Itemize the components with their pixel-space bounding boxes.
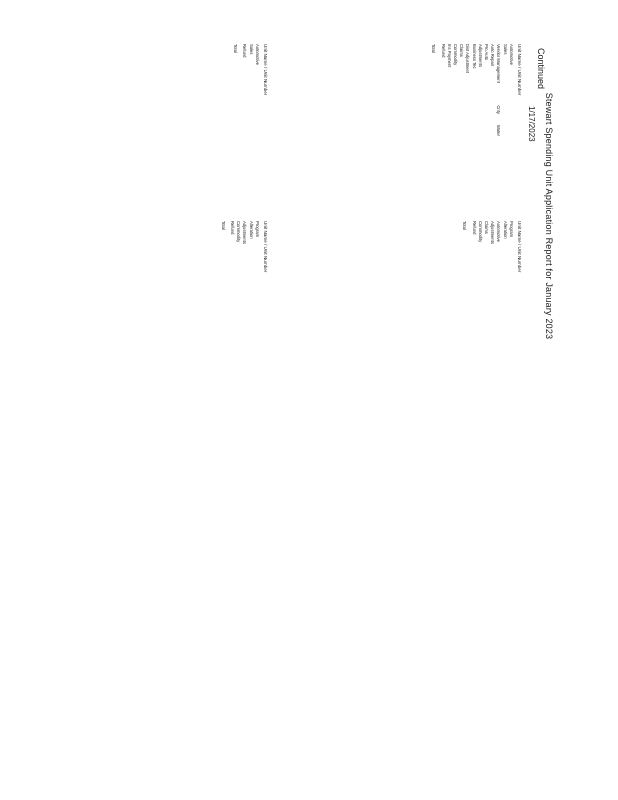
- row-cell: [508, 343, 514, 373]
- row-cell: [489, 114, 495, 136]
- row-cell: [247, 265, 253, 291]
- table-row: [470, 44, 476, 219]
- row-cell: [489, 88, 495, 114]
- row-cell: [483, 196, 489, 219]
- row-cell: [470, 373, 476, 396]
- row-cell: Cnty: [496, 105, 502, 114]
- row-cell: [477, 166, 483, 196]
- row-cell: [241, 196, 247, 219]
- report-title: Stewart Spending Unit Application Report for January 2023: [544, 92, 554, 340]
- row-cell: [489, 136, 495, 166]
- table-row: [508, 221, 514, 396]
- row-label: Program: [254, 221, 260, 238]
- row-cell: [229, 373, 235, 396]
- table-row: [501, 221, 507, 396]
- row-cell: [495, 373, 501, 396]
- table-row: [489, 221, 495, 396]
- row-cell: [241, 313, 247, 343]
- row-cell: [483, 88, 489, 114]
- block-total-label: Total: [233, 44, 239, 53]
- row-cell: [489, 166, 495, 196]
- row-cell: [483, 291, 489, 313]
- row-label: Commodity: [236, 221, 242, 243]
- row-cell: [446, 114, 452, 136]
- row-cell: [495, 291, 501, 313]
- row-label: Pro Auto: [483, 44, 489, 61]
- row-cell: [495, 265, 501, 291]
- row-cell: [458, 196, 464, 219]
- table-row: [495, 221, 501, 396]
- row-cell: [254, 114, 260, 136]
- row-cell: [458, 136, 464, 166]
- row-label: Automotive: [496, 221, 502, 242]
- row-cell: [241, 265, 247, 291]
- row-label: Refund: [229, 221, 235, 235]
- table-row: [501, 44, 507, 219]
- table-row: [254, 221, 260, 396]
- row-cell: [477, 373, 483, 396]
- row-cell: [235, 343, 241, 373]
- row-cell: [464, 88, 470, 114]
- row-label: Alteration: [248, 221, 254, 239]
- row-label: Adjustments: [490, 221, 496, 245]
- row-cell: [483, 313, 489, 343]
- row-cell: [247, 373, 253, 396]
- row-cell: [483, 114, 489, 136]
- row-cell: [508, 196, 514, 219]
- row-cell: [477, 88, 483, 114]
- row-label: Refund: [471, 221, 477, 235]
- row-label: Alteration: [502, 221, 508, 239]
- row-label: Dist Adjustment: [465, 44, 471, 74]
- row-cell: [247, 136, 253, 166]
- row-cell: [501, 343, 507, 373]
- block-heading: Unit Name / Unit Number: [517, 44, 522, 96]
- row-cell: [241, 114, 247, 136]
- row-cell: [254, 343, 260, 373]
- row-label: Claims: [483, 221, 489, 234]
- row-cell: [241, 373, 247, 396]
- row-label: Auto Repair: [490, 44, 496, 67]
- report-subtitle: Continued: [536, 48, 546, 90]
- report-date: 1/17/2023: [527, 106, 536, 142]
- table-row: [483, 44, 489, 219]
- row-cell: [229, 313, 235, 343]
- row-cell: [235, 291, 241, 313]
- row-label: Business Tec: [471, 44, 477, 69]
- row-cell: [241, 166, 247, 196]
- row-cell: [247, 166, 253, 196]
- row-cell: [254, 265, 260, 291]
- row-cell: [241, 343, 247, 373]
- row-cell: [235, 265, 241, 291]
- row-label: Claims: [459, 44, 465, 57]
- row-cell: [470, 88, 476, 114]
- row-cell: [446, 196, 452, 219]
- row-cell: [508, 136, 514, 166]
- block-heading: Unit Name / Unit Number: [263, 221, 268, 273]
- table-row: [241, 44, 247, 219]
- row-label: Adjustments: [477, 44, 483, 68]
- row-cell: [452, 114, 458, 136]
- block-total-label: Total: [431, 44, 437, 53]
- row-cell: [489, 265, 495, 291]
- table-row: [464, 44, 470, 219]
- row-cell: [439, 196, 445, 219]
- row-cell: [229, 343, 235, 373]
- row-cell: [477, 196, 483, 219]
- row-cell: [495, 313, 501, 343]
- table-row: [477, 44, 483, 219]
- row-cell: [477, 136, 483, 166]
- row-cell: [470, 313, 476, 343]
- row-cell: [452, 166, 458, 196]
- row-cell: [229, 291, 235, 313]
- row-label: Program: [508, 221, 514, 238]
- row-cell: [247, 313, 253, 343]
- row-cell: [489, 196, 495, 219]
- row-label: Ins Payment: [446, 44, 452, 68]
- row-cell: [483, 373, 489, 396]
- rotated-report-content: [28, 36, 558, 396]
- row-cell: [464, 136, 470, 166]
- row-cell: [508, 88, 514, 114]
- row-cell: [247, 114, 253, 136]
- row-cell: [464, 166, 470, 196]
- row-cell: [458, 114, 464, 136]
- row-cell: [489, 291, 495, 313]
- block-total-label: Total: [462, 221, 468, 230]
- row-cell: [470, 265, 476, 291]
- row-cell: [235, 373, 241, 396]
- row-cell: [477, 313, 483, 343]
- row-cell: [470, 291, 476, 313]
- row-cell: [501, 88, 507, 114]
- table-row: [241, 221, 247, 396]
- table-row: [458, 44, 464, 219]
- row-cell: [254, 88, 260, 114]
- row-cell: [501, 166, 507, 196]
- row-cell: [501, 291, 507, 313]
- row-cell: [247, 343, 253, 373]
- row-cell: [483, 343, 489, 373]
- table-row: [247, 44, 253, 219]
- row-cell: [247, 196, 253, 219]
- table-row: [483, 221, 489, 396]
- row-cell: [452, 196, 458, 219]
- row-cell: [241, 88, 247, 114]
- row-cell: [458, 166, 464, 196]
- row-cell: [458, 88, 464, 114]
- row-cell: [508, 114, 514, 136]
- block-total-label: Total: [220, 221, 226, 230]
- row-cell: [446, 166, 452, 196]
- row-cell: [235, 313, 241, 343]
- block-heading: Unit Name / Unit Number: [517, 221, 522, 273]
- row-cell: [508, 166, 514, 196]
- report-block: [461, 221, 522, 396]
- row-cell: [501, 136, 507, 166]
- row-cell: [254, 373, 260, 396]
- row-cell: [495, 166, 501, 196]
- row-label: Sales: [502, 44, 508, 55]
- table-row: [508, 44, 514, 219]
- row-cell: [241, 136, 247, 166]
- row-cell: [477, 291, 483, 313]
- row-cell: [452, 136, 458, 166]
- row-cell: [489, 373, 495, 396]
- row-label: Refund: [242, 44, 248, 58]
- row-cell: [508, 265, 514, 291]
- table-row: [452, 44, 458, 219]
- row-cell: [247, 88, 253, 114]
- row-cell: [229, 265, 235, 291]
- row-cell: [254, 136, 260, 166]
- row-cell: [501, 373, 507, 396]
- row-cell: [470, 196, 476, 219]
- row-cell: [483, 265, 489, 291]
- row-label: Adjustments: [242, 221, 248, 245]
- row-cell: [439, 166, 445, 196]
- row-cell: [501, 313, 507, 343]
- row-cell: [452, 88, 458, 114]
- row-cell: [247, 291, 253, 313]
- report-block: [430, 44, 522, 219]
- row-cell: [439, 114, 445, 136]
- row-cell: [241, 291, 247, 313]
- row-cell: [439, 88, 445, 114]
- row-cell: [254, 313, 260, 343]
- row-label: Commodity: [452, 44, 458, 66]
- row-label: Vendor Management: [496, 44, 502, 83]
- table-row: [495, 44, 501, 219]
- table-row: [477, 221, 483, 396]
- row-cell: [501, 265, 507, 291]
- row-cell: [470, 343, 476, 373]
- row-label: Refund: [440, 44, 446, 58]
- table-row: [489, 44, 495, 219]
- row-cell: [477, 343, 483, 373]
- row-cell: [489, 313, 495, 343]
- row-cell: [483, 136, 489, 166]
- block-heading: Unit Name / Unit Number: [263, 44, 268, 96]
- row-cell: [446, 136, 452, 166]
- row-cell: [254, 196, 260, 219]
- row-cell: [483, 166, 489, 196]
- row-cell: [446, 88, 452, 114]
- row-cell: [254, 166, 260, 196]
- row-cell: [470, 114, 476, 136]
- report-block: [232, 44, 268, 219]
- table-row: [439, 44, 445, 219]
- row-cell: [439, 136, 445, 166]
- row-label: Commodity: [477, 221, 483, 243]
- row-cell: [508, 291, 514, 313]
- row-label: Automotive: [508, 44, 514, 65]
- row-cell: [470, 136, 476, 166]
- report-block: [220, 221, 268, 396]
- table-row: [229, 221, 235, 396]
- table-row: [247, 221, 253, 396]
- row-cell: [508, 313, 514, 343]
- row-cell: [501, 114, 507, 136]
- table-row: [254, 44, 260, 219]
- row-cell: [495, 196, 501, 219]
- row-label: Sales: [248, 44, 254, 55]
- report-header: [527, 36, 554, 396]
- row-cell: Water: [496, 124, 502, 136]
- row-cell: [489, 343, 495, 373]
- row-cell: [495, 136, 501, 166]
- row-cell: [470, 166, 476, 196]
- row-cell: [477, 114, 483, 136]
- table-row: [235, 221, 241, 396]
- row-cell: [477, 265, 483, 291]
- table-row: [470, 221, 476, 396]
- row-cell: [254, 291, 260, 313]
- row-cell: [508, 373, 514, 396]
- row-cell: [501, 196, 507, 219]
- row-cell: [495, 343, 501, 373]
- row-cell: [464, 114, 470, 136]
- row-cell: [464, 196, 470, 219]
- table-row: [446, 44, 452, 219]
- row-label: Automotive: [254, 44, 260, 65]
